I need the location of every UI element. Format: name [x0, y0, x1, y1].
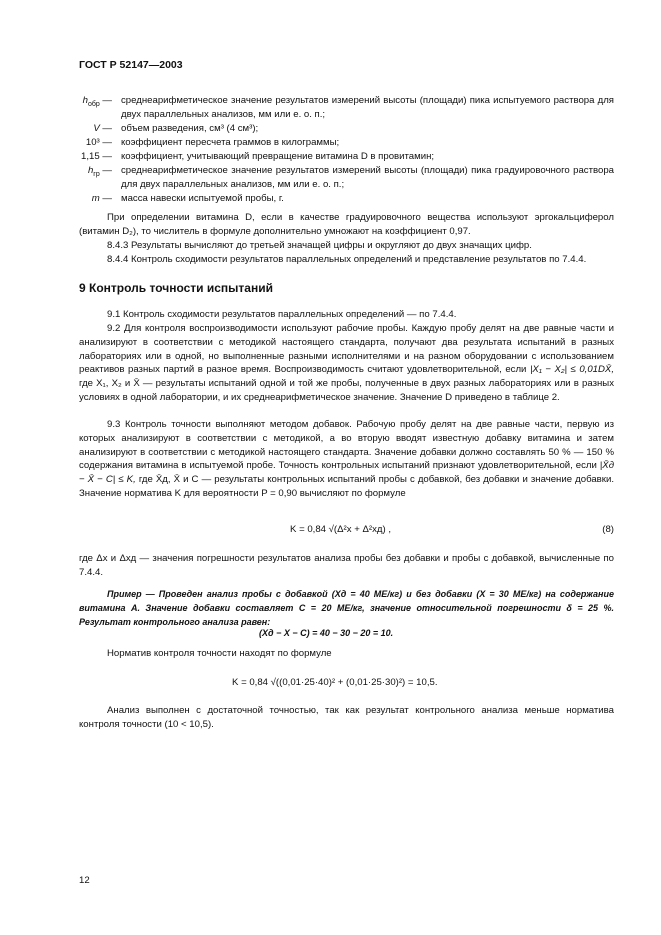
paragraph-accuracy: 9.3 Контроль точности выполняют методом добавок. Рабочую пробу делят на две равные части, первую из которых анализируют в соответствии с методикой, а во вторую вводят известную добавку витамина и затем анализируют в соответствии с методикой настоящего стандарта. Значение добавки должно составлять 50 % — 150 % содержания витамина в испытуемой пробе. Точность контрольных испытаний признают удовлетворительной, если |X̄д − X̄ − C| ≤ K, где X̄д, X̄ и C — результаты контрольных испытаний пробы с добавкой, без добавки и значение добавки. Значение норматива K для вероятности P = 0,90 вычисляют по формуле	[79, 419, 614, 499]
definition-text: масса навески испытуемой пробы, г.	[121, 193, 284, 204]
definition-text: коэффициент пересчета граммов в килограммы;	[121, 137, 340, 148]
example-note: Пример — Проведен анализ пробы с добавкой (Xд = 40 МЕ/кг) и без добавки (X = 30 МЕ/кг) на содержание витамина A. Значение добавки составляет C = 20 МЕ/кг, значение относительной погрешности δ = 25 %. Результат контрольного анализа равен:	[79, 589, 614, 627]
paragraph: При определении витамина D, если в качестве градуировочного вещества используют эргокальциферол (витамин D₂), то числитель в формуле дополнительно умножают на коэффициент 0,97.	[79, 212, 614, 237]
where-clause: где Δx и Δxд — значения погрешности результатов анализа пробы без добавки и пробы с добавкой, вычисленные по 7.4.4.	[79, 553, 614, 578]
paragraph: Норматив контроля точности находят по формуле	[107, 648, 332, 659]
definition-symbol: m —	[91, 193, 112, 204]
paragraph: 8.4.4 Контроль сходимости результатов параллельных определений и представление результатов по 7.4.4.	[107, 254, 587, 265]
page-number: 12	[79, 875, 90, 886]
definition-symbol: 1,15 —	[81, 151, 112, 162]
definition-symbol: $h_{гр}$ —	[87, 165, 112, 178]
definition-symbol: 10³ —	[85, 137, 112, 148]
page-header: ГОСТ Р 52147—2003	[79, 59, 183, 71]
definition-text: коэффициент, учитывающий превращение витамина D в провитамин;	[121, 151, 435, 162]
paragraph: Анализ выполнен с достаточной точностью, так как результат контрольного анализа меньше норматива контроля точности (10 < 10,5).	[79, 705, 614, 730]
definition-symbol: V —	[93, 123, 112, 134]
section-heading: 9 Контроль точности испытаний	[79, 281, 273, 295]
paragraph: 8.4.3 Результаты вычисляют до третьей значащей цифры и округляют до двух значащих цифр.	[107, 240, 532, 251]
condition-formula: |X̄д − X̄ − C| ≤ K,	[79, 460, 614, 486]
formula-8: K = 0,84 √(Δ²x + Δ²xд) ,	[290, 524, 391, 535]
paragraph-reproducibility: 9.2 Для контроля воспроизводимости используют рабочие пробы. Каждую пробу делят на две равные части и анализируют в соответствии с методикой настоящего стандарта, получают два результата испытаний в разных лабораториях или в одной, но выполненные разными исполнителями и на разном оборудовании с использованием реактивов разных партий в разное время. Воспроизводимость считают удовлетворительной, если |X₁ − X₂| ≤ 0,01DX̄, где X₁, X₂ и X̄ — результаты испытаний одной и той же пробы, полученные в двух разных лабораториях или в разных условиях в одной лаборатории, и их среднеарифметическое значение. Значение D приведено в таблице 2.	[79, 323, 614, 403]
definition-text: объем разведения, см³ (4 см³);	[121, 123, 259, 134]
definition-symbol: $h_{обр}$ —	[82, 95, 112, 108]
paragraph: 9.1 Контроль сходимости результатов параллельных определений — по 7.4.4.	[107, 309, 457, 320]
definition-text: среднеарифметическое значение результатов измерений высоты (площади) пика испытуемого раствора для двух параллельных анализов, мм или е. о. п.;	[121, 95, 614, 120]
equation-number: (8)	[602, 524, 614, 535]
definition-text: среднеарифметическое значение результатов измерений высоты (площади) пика градуировочного раствора для двух параллельных анализов, мм или е. о. п.;	[121, 165, 614, 190]
example-formula: (Xд − X − C) = 40 − 30 − 20 = 10.	[259, 628, 394, 638]
formula-k: K = 0,84 √((0,01·25·40)² + (0,01·25·30)²) = 10,5.	[232, 677, 438, 688]
condition-formula: |X₁ − X₂| ≤ 0,01DX̄,	[529, 364, 614, 376]
